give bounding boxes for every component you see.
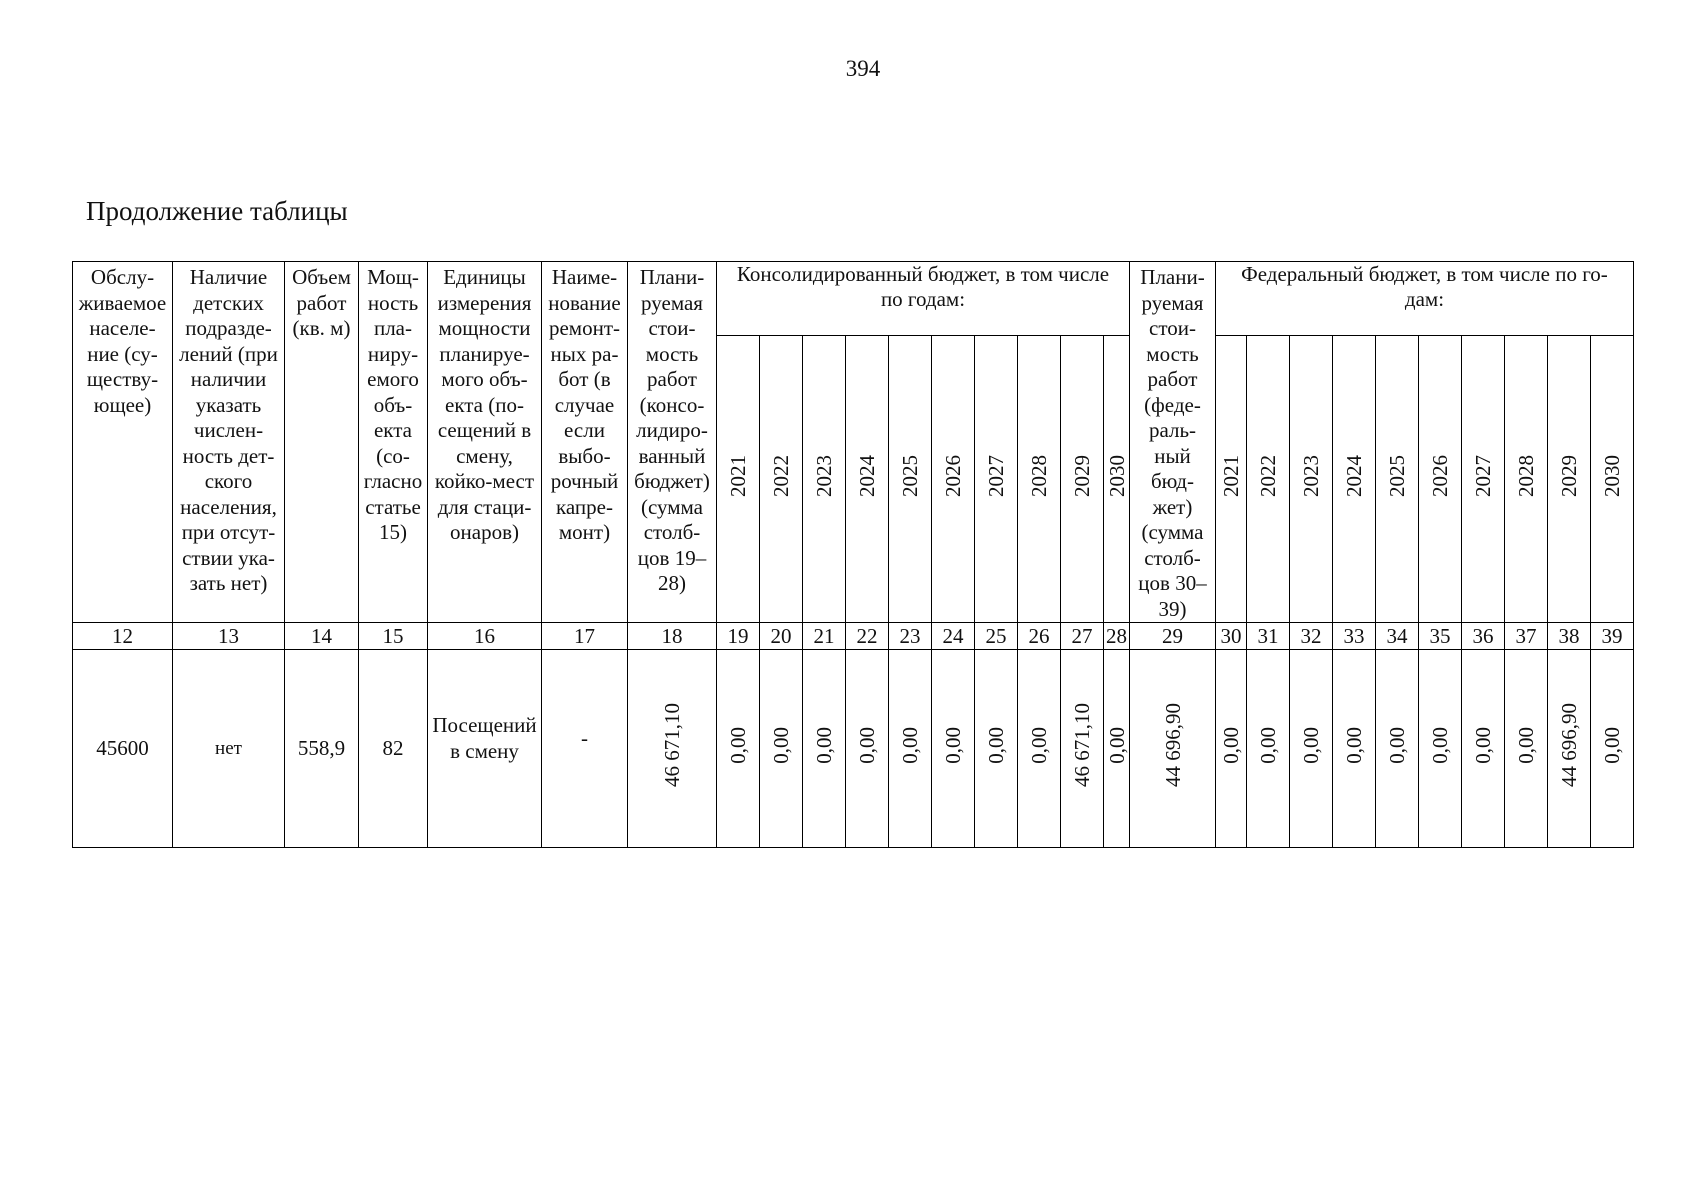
work-volume-cell <box>285 650 359 848</box>
consolidated-year-value: 0,00 <box>941 726 965 764</box>
header-text: Наличие детских подразде- лений (при наличии указать числен- ность дет- ского населения, при отсут- ствии ука- зать нет) <box>179 265 278 595</box>
header-text: Плани- руемая стои- мость работ (консо- лидиро- ванный бюджет) (сумма столб- цов 19– 28) <box>634 265 710 595</box>
federal-year-value: 0,00 <box>1600 726 1624 764</box>
column-number: 26 <box>1018 623 1061 650</box>
federal-year-cell <box>1419 650 1462 848</box>
column-number: 25 <box>975 623 1018 650</box>
population-cell <box>73 650 173 848</box>
header-capacity <box>359 262 428 623</box>
column-number: 15 <box>359 623 428 650</box>
column-number: 22 <box>846 623 889 650</box>
header-population <box>73 262 173 623</box>
year-cell <box>1591 335 1634 622</box>
year-label: 2027 <box>984 454 1008 497</box>
page-number: 394 <box>845 56 881 81</box>
federal-year-value: 0,00 <box>1471 726 1495 764</box>
year-cell <box>1018 335 1061 622</box>
header-text: Наиме- нование ремонт- ных ра- бот (в случае если выбо- рочный капре- монт) <box>548 265 621 544</box>
population-value: 45600 <box>96 736 149 761</box>
planned-cost-federal-value: 44 696,90 <box>1160 703 1185 788</box>
year-label: 2022 <box>1256 454 1280 497</box>
year-cell <box>1462 335 1505 622</box>
year-cell <box>1419 335 1462 622</box>
children-units-value: нет <box>215 738 242 759</box>
year-label: 2025 <box>1385 454 1409 497</box>
consolidated-year-value: 0,00 <box>1104 726 1129 764</box>
federal-year-cell <box>1548 650 1591 848</box>
column-number: 39 <box>1591 623 1634 650</box>
year-label: 2025 <box>898 454 922 497</box>
year-cell <box>846 335 889 622</box>
planned-cost-consolidated-cell <box>628 650 717 848</box>
year-cell <box>1247 335 1290 622</box>
column-number: 19 <box>717 623 760 650</box>
column-number: 14 <box>285 623 359 650</box>
header-work-volume <box>285 262 359 623</box>
column-number: 18 <box>628 623 717 650</box>
column-number: 32 <box>1290 623 1333 650</box>
consolidated-year-value: 0,00 <box>984 726 1008 764</box>
column-number-row <box>73 623 1634 650</box>
federal-year-value: 0,00 <box>1219 726 1243 764</box>
column-number: 30 <box>1216 623 1247 650</box>
column-number: 20 <box>760 623 803 650</box>
header-planned-cost-federal <box>1130 262 1216 623</box>
year-label: 2028 <box>1027 454 1051 497</box>
column-number: 33 <box>1333 623 1376 650</box>
header-children-units <box>173 262 285 623</box>
year-cell <box>1216 335 1247 622</box>
year-label: 2029 <box>1070 454 1094 497</box>
year-cell <box>1104 335 1130 622</box>
year-cell <box>975 335 1018 622</box>
year-label: 2030 <box>1104 454 1129 497</box>
year-cell <box>932 335 975 622</box>
children-units-cell <box>173 650 285 848</box>
federal-year-cell <box>1333 650 1376 848</box>
column-number: 27 <box>1061 623 1104 650</box>
consolidated-year-value: 46 671,10 <box>1070 703 1094 788</box>
column-number: 36 <box>1462 623 1505 650</box>
column-number: 13 <box>173 623 285 650</box>
continuation-title: Продолжение таблицы <box>86 196 348 226</box>
year-cell <box>1333 335 1376 622</box>
header-text: Плани- руемая стои- мость работ (феде- раль- ный бюд- жет) (сумма столб- цов 30– 39) <box>1138 265 1207 621</box>
column-number: 21 <box>803 623 846 650</box>
year-label: 2021 <box>726 454 750 497</box>
year-cell <box>803 335 846 622</box>
federal-year-value: 44 696,90 <box>1557 703 1581 788</box>
federal-year-value: 0,00 <box>1299 726 1323 764</box>
header-text: Объем работ (кв. м) <box>292 265 351 340</box>
consolidated-year-cell <box>717 650 760 848</box>
unit-value: Посещений в смену <box>432 712 537 763</box>
year-label: 2029 <box>1557 454 1581 497</box>
repair-name-value: - <box>581 725 588 750</box>
year-label: 2026 <box>941 454 965 497</box>
consolidated-year-value: 0,00 <box>1027 726 1051 764</box>
column-number: 37 <box>1505 623 1548 650</box>
column-number: 17 <box>542 623 628 650</box>
year-label: 2024 <box>855 454 879 497</box>
header-row <box>73 262 1634 336</box>
column-number: 31 <box>1247 623 1290 650</box>
header-text: Единицы измерения мощности планируе- мого объ- екта (по- сещений в смену, койко-мест для стаци- онаров) <box>434 265 535 544</box>
year-label: 2023 <box>812 454 836 497</box>
header-text: Обслу- живаемое населе- ние (су- ществу- ющее) <box>78 265 167 417</box>
header-planned-cost-consolidated <box>628 262 717 623</box>
federal-year-cell <box>1462 650 1505 848</box>
federal-year-cell <box>1505 650 1548 848</box>
column-number: 34 <box>1376 623 1419 650</box>
header-federal-group: Федеральный бюджет, в том числе по го- дам: <box>1216 262 1634 336</box>
year-label: 2021 <box>1219 454 1243 497</box>
year-label: 2028 <box>1514 454 1538 497</box>
federal-year-cell <box>1216 650 1247 848</box>
consolidated-year-cell <box>803 650 846 848</box>
federal-year-value: 0,00 <box>1342 726 1366 764</box>
consolidated-year-cell <box>1061 650 1104 848</box>
consolidated-year-value: 0,00 <box>855 726 879 764</box>
column-number: 35 <box>1419 623 1462 650</box>
year-label: 2030 <box>1600 454 1624 497</box>
federal-year-cell <box>1591 650 1634 848</box>
column-number: 29 <box>1130 623 1216 650</box>
column-number: 16 <box>428 623 542 650</box>
header-consolidated-group: Консолидированный бюджет, в том числе по годам: <box>717 262 1130 336</box>
work-volume-value: 558,9 <box>297 736 346 761</box>
column-number: 23 <box>889 623 932 650</box>
consolidated-year-value: 0,00 <box>898 726 922 764</box>
consolidated-year-cell <box>1018 650 1061 848</box>
planned-cost-federal-cell <box>1130 650 1216 848</box>
consolidated-year-cell <box>975 650 1018 848</box>
year-label: 2026 <box>1428 454 1452 497</box>
year-label: 2027 <box>1471 454 1495 497</box>
federal-year-value: 0,00 <box>1514 726 1538 764</box>
unit-cell <box>428 650 542 848</box>
column-number: 24 <box>932 623 975 650</box>
capacity-value: 82 <box>382 736 404 761</box>
year-cell <box>1061 335 1104 622</box>
year-label: 2022 <box>769 454 793 497</box>
consolidated-year-cell <box>1104 650 1130 848</box>
data-row <box>73 650 1634 848</box>
federal-year-cell <box>1376 650 1419 848</box>
header-text: Мощ- ность пла- ниру- емого объ- екта (со- гласно статье 15) <box>363 265 423 544</box>
year-cell <box>1290 335 1333 622</box>
federal-year-cell <box>1290 650 1333 848</box>
year-cell <box>760 335 803 622</box>
year-cell <box>889 335 932 622</box>
capacity-cell <box>359 650 428 848</box>
year-label: 2023 <box>1299 454 1323 497</box>
consolidated-year-cell <box>846 650 889 848</box>
consolidated-year-cell <box>932 650 975 848</box>
repair-name-cell <box>542 650 628 848</box>
consolidated-year-value: 0,00 <box>769 726 793 764</box>
year-label: 2024 <box>1342 454 1366 497</box>
column-number: 38 <box>1548 623 1591 650</box>
federal-year-cell <box>1247 650 1290 848</box>
year-cell <box>1376 335 1419 622</box>
consolidated-year-cell <box>760 650 803 848</box>
planned-cost-consolidated-value: 46 671,10 <box>660 703 684 788</box>
column-number: 28 <box>1104 623 1130 650</box>
year-cell <box>717 335 760 622</box>
federal-year-value: 0,00 <box>1256 726 1280 764</box>
consolidated-year-value: 0,00 <box>726 726 750 764</box>
column-number: 12 <box>73 623 173 650</box>
header-capacity-unit <box>428 262 542 623</box>
consolidated-year-cell <box>889 650 932 848</box>
federal-year-value: 0,00 <box>1428 726 1452 764</box>
consolidated-year-value: 0,00 <box>812 726 836 764</box>
year-cell <box>1548 335 1591 622</box>
year-cell <box>1505 335 1548 622</box>
federal-year-value: 0,00 <box>1385 726 1409 764</box>
budget-table <box>72 261 1634 848</box>
header-repair-name <box>542 262 628 623</box>
